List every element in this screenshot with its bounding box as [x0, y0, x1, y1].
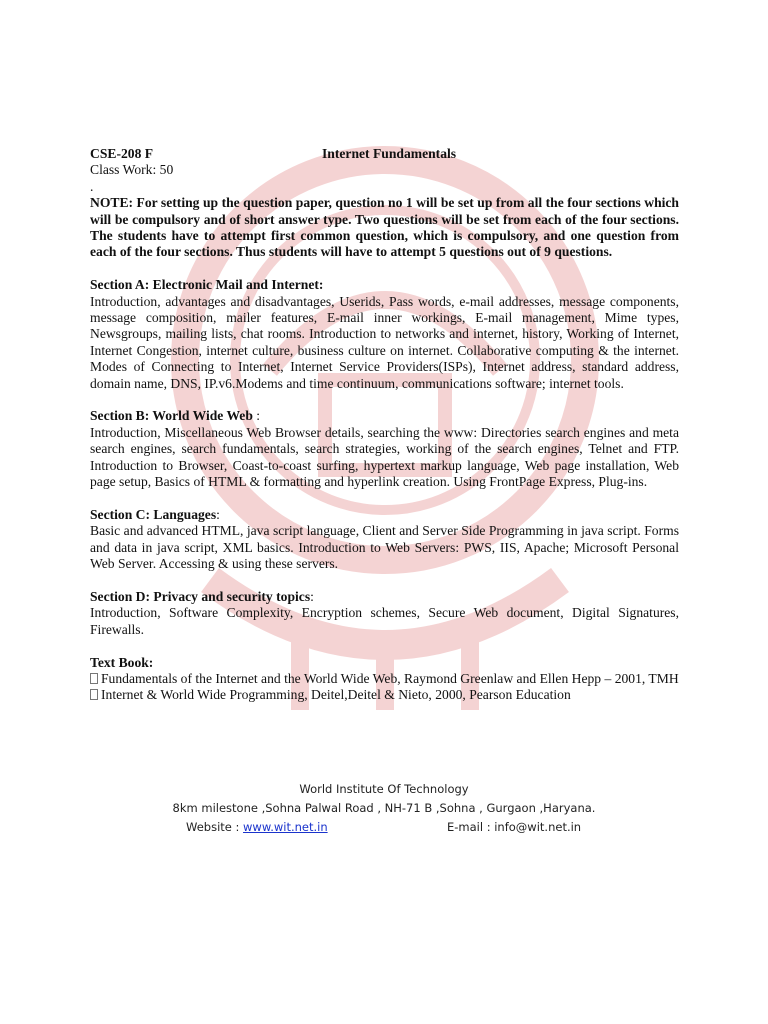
- separator-dot: .: [90, 178, 94, 194]
- section-a: [90, 277, 679, 392]
- contact-row: [0, 818, 768, 837]
- textbook-item: Fundamentals of the Internet and the World Wide Web, Raymond Greenlaw and Ellen Hepp – 2001, TMH: [90, 671, 679, 687]
- institute-name: World Institute Of Technology: [299, 782, 469, 796]
- website-link[interactable]: www.wit.net.in: [243, 820, 328, 834]
- missing-glyph-bullet-icon: [90, 689, 98, 700]
- textbook-title: Text Book:: [90, 654, 154, 670]
- section-b: Section B: World Wide Web : Introduction, Miscellaneous Web Browser details, searching the www: Directories search engines and meta search engines, search fundamentals, search strategies, working of the search engines, Telnet and FTP. Introduction to Browser, Coast-to-coast surfing, hypertext markup language, Web page installation, Web page setup, Basics of HTML & formatting and hyperlink creation. Using FrontPage Express, Plug-ins.: [90, 408, 679, 490]
- section-c-title: Section C: Languages: [90, 506, 217, 522]
- section-d-title: Section D: Privacy and security topics: [90, 588, 311, 604]
- section-b-body: Introduction, Miscellaneous Web Browser details, searching the www: Directories search engines and meta search engines, search fundamentals, search strategies, working of the search engines, Telnet and FTP. Introduction to Browser, Coast-to-coast surfing, hypertext markup language, Web page installation, Web page setup, Basics of HTML & formatting and hyperlink creation. Using FrontPage Express, Plug-ins.: [90, 424, 679, 490]
- syllabus-document: [90, 146, 679, 704]
- textbook-item: Internet & World Wide Programming, Deitel,Deitel & Nieto, 2000, Pearson Education: [90, 687, 679, 703]
- exam-note: NOTE: For setting up the question paper, question no 1 will be set up from all the four sections which will be compulsory and of short answer type. Two questions will be set from each of the four sections. The students have to attempt first common question, which is compulsory, and one question from each of the four sections. Thus students will have to attempt 5 questions out of 9 questions.: [90, 195, 679, 260]
- section-b-title: Section B: World Wide Web: [90, 408, 253, 424]
- course-code: CSE-208 F: [90, 146, 154, 161]
- textbook-section: [90, 655, 679, 704]
- section-c-body: Basic and advanced HTML, java script language, Client and Server Side Programming in java script. Forms and data in java script, XML basics. Introduction to Web Servers: PWS, IIS, Apache; Microsoft Personal Web Server. Accessing & using these servers.: [90, 523, 679, 572]
- section-a-title: Section A: Electronic Mail and Internet:: [90, 277, 324, 293]
- course-header: [90, 146, 679, 162]
- institute-address: 8km milestone ,Sohna Palwal Road , NH-71 B ,Sohna , Gurgaon ,Haryana.: [172, 801, 596, 815]
- section-d: Section D: Privacy and security topics: Introduction, Software Complexity, Encryption schemes, Secure Web document, Digital Signatures, Firewalls.: [90, 588, 679, 637]
- section-d-body: Introduction, Software Complexity, Encryption schemes, Secure Web document, Digital Signatures, Firewalls.: [90, 605, 679, 637]
- section-c: Section C: Languages: Basic and advanced HTML, java script language, Client and Server Side Programming in java script. Forms and data in java script, XML basics. Introduction to Web Servers: PWS, IIS, Apache; Microsoft Personal Web Server. Accessing & using these servers.: [90, 506, 679, 572]
- section-a-body: Introduction, advantages and disadvantages, Userids, Pass words, e-mail addresses, message components, message composition, mailer features, E-mail inner workings, E-mail management, Mime types, Newsgroups, mailing lists, chat rooms. Introduction to networks and internet, history, Working of Internet, Internet Congestion, internet culture, business culture on internet. Collaborative computing & the internet. Modes of Connecting to Internet, Internet Service Providers(ISPs), Internet address, standard address, domain name, DNS, IP.v6.Modems and time continuum, communications software; internet tools.: [90, 293, 679, 391]
- email-info: E-mail : info@wit.net.in: [447, 820, 582, 834]
- website-info: Website : www.wit.net.in: [186, 820, 328, 834]
- course-title: Internet Fundamentals: [322, 146, 457, 161]
- missing-glyph-bullet-icon: [90, 673, 98, 684]
- institute-footer: [0, 780, 768, 837]
- class-work: Class Work: 50: [90, 162, 174, 178]
